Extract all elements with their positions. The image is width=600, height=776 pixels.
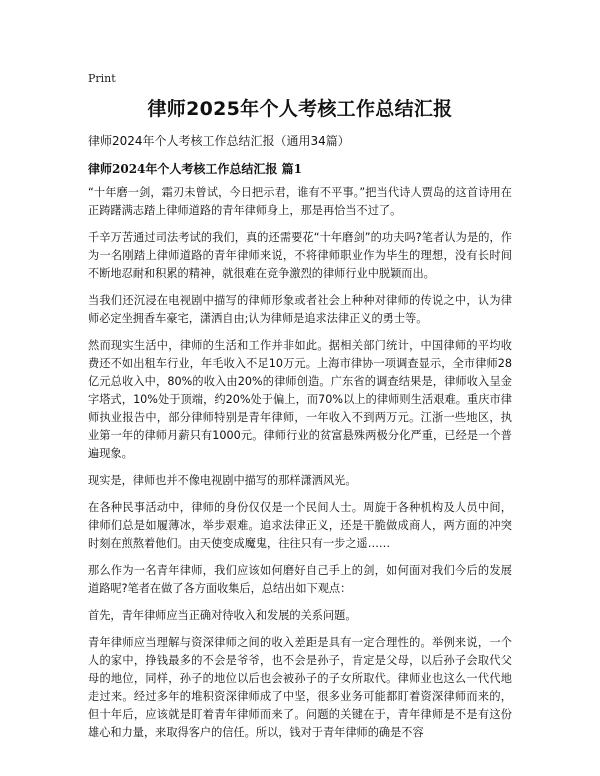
- document-subtitle: 律师2024年个人考核工作总结汇报（通用34篇）: [88, 134, 350, 148]
- paragraph: 青年律师应当理解与资深律师之间的收入差距是具有一定合理性的。举例来说，一个人的家中，挣钱最多的不会是爷爷，也不会是孙子，肯定是父母，以后孙子会取代父母的地位，同样，孙子的地位以后也会被孙子的子女所取代。律师业也这么一代代地走过来。经过多年的堆积资深律师成了中坚，很多业务可能都盯着资深律师而来的，但十年后，应该就是盯着青年律师而来了。问题的关键在于，青年律师是不是有这份雄心和力量，来取得客户的信任。所以，钱对于青年律师的确是不容: [88, 636, 512, 739]
- paragraph: 当我们还沉浸在电视剧中描写的律师形象或者社会上种种对律师的传说之中，认为律师必定坐拥香车豪宅，潇洒自由;认为律师是追求法律正义的勇士等。: [88, 294, 512, 325]
- paragraph: 千辛万苦通过司法考试的我们，真的还需要花“十年磨剑”的功夫吗?笔者认为是的，作为一名刚踏上律师道路的青年律师来说，不将律师职业作为毕生的理想，没有长时间不断地忍耐和积累的精神，就很难在竞争激烈的律师行业中脱颖而出。: [88, 231, 512, 280]
- section-heading: 律师2024年个人考核工作总结汇报 篇1: [88, 162, 302, 176]
- print-link[interactable]: Print: [88, 72, 116, 85]
- article-body: [88, 184, 512, 751]
- paragraph: 然而现实生活中，律师的生活和工作并非如此。据相关部门统计，中国律师的平均收费还不如出租车行业，年毛收入不足10万元。上海市律协一项调查显示，全市律师28亿元总收入中，80%的收入由20%的律师创造。广东省的调查结果是，律师收入呈金字塔式，10%处于顶端，约20%处于偏上，而70%以上的律师则生活艰难。重庆市律师执业报告中，部分律师特别是青年律师，一年收入不到两万元。江浙一些地区，执业第一年的律师月薪只有1000元。律师行业的贫富悬殊两极分化严重，已经是一个普遍现象。: [88, 339, 512, 460]
- paragraph: 那么作为一名青年律师，我们应该如何磨好自己手上的剑，如何面对我们今后的发展道路呢?笔者在做了各方面收集后，总结出如下观点：: [88, 564, 512, 595]
- paragraph: “十年磨一剑，霜刃未曾试，今日把示君，谁有不平事。”把当代诗人贾岛的这首诗用在正踌躇满志踏上律师道路的青年律师身上，那是再恰当不过了。: [88, 186, 512, 217]
- paragraph: 在各种民事活动中，律师的身份仅仅是一个民间人士。周旋于各种机构及人员中间，律师们总是如履薄冰，举步艰难。追求法律正义，还是干脆做成商人，两方面的冲突时刻在煎熬着他们。由天使变成魔鬼，往往只有一步之遥……: [88, 501, 512, 550]
- document-title: 律师2025年个人考核工作总结汇报: [147, 98, 453, 120]
- paragraph: 首先，青年律师应当正确对待收入和发展的关系问题。: [88, 609, 357, 622]
- paragraph: 现实是，律师也并不像电视剧中描写的那样潇洒风光。: [88, 474, 357, 487]
